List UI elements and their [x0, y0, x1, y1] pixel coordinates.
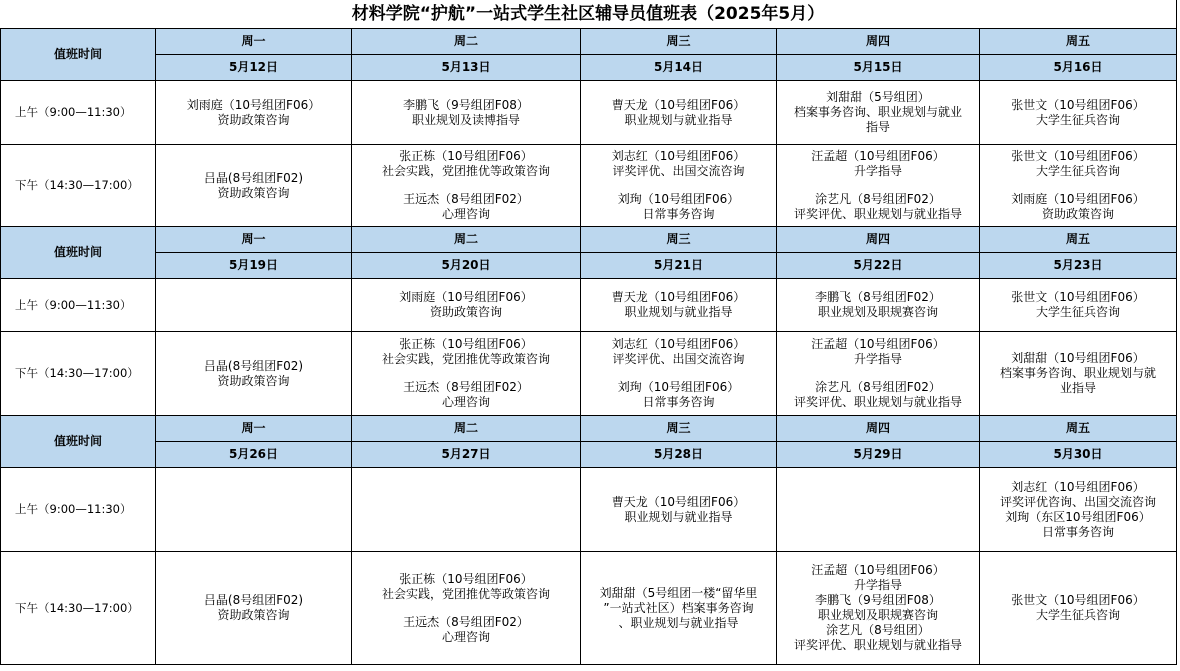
- duty-line: 王远杰（8号组团F02）: [403, 192, 529, 206]
- duty-line: 职业规划及职规赛咨询: [817, 305, 938, 319]
- duty-cell: [156, 552, 352, 665]
- duty-line: 刘志红（10号组团F06）: [611, 149, 746, 163]
- duty-line: 张正栋（10号组团F06）: [399, 337, 533, 351]
- line-gap: [354, 179, 578, 192]
- duty-line: 资助政策咨询: [1041, 207, 1114, 221]
- duty-line: 曹天龙（10号组团F06）: [611, 494, 746, 509]
- duty-schedule-table: [0, 28, 1177, 665]
- duty-line: 刘志红（10号组团F06）: [611, 337, 746, 351]
- duty-line: 档案事务咨询、职业规划与就业: [793, 105, 962, 119]
- duty-line: 张世文（10号组团F06）: [1011, 290, 1145, 304]
- duty-line: 曹天龙（10号组团F06）: [611, 97, 746, 112]
- duty-time-header: 值班时间: [1, 227, 156, 279]
- duty-line: 升学指导: [853, 578, 902, 592]
- slot-label-am: 上午（9:00—11:30）: [1, 468, 156, 552]
- duty-line: 刘志红（10号组团F06）: [1011, 479, 1145, 494]
- weekday-header: 周五: [980, 227, 1177, 253]
- slot-row-am: [1, 279, 1177, 332]
- duty-cell: [156, 145, 352, 227]
- date-header: 5月15日: [777, 55, 980, 81]
- duty-line: 心理咨询: [441, 629, 490, 644]
- duty-line: 升学指导: [853, 352, 902, 366]
- weekday-header: 周四: [777, 29, 980, 55]
- slot-label-pm: 下午（14:30—17:00）: [1, 552, 156, 665]
- duty-line: 大学生征兵咨询: [1035, 112, 1120, 127]
- duty-cell: [352, 468, 581, 552]
- duty-line: 刘雨庭（10号组团F06）: [186, 97, 321, 112]
- duty-line: 职业规划及职规赛咨询: [817, 608, 938, 622]
- duty-cell: [352, 279, 581, 332]
- duty-line: 指导: [865, 120, 890, 134]
- duty-line: 王远杰（8号组团F02）: [403, 380, 529, 394]
- duty-line: 王远杰（8号组团F02）: [403, 614, 529, 629]
- duty-cell: [980, 81, 1177, 145]
- line-gap: [583, 179, 774, 192]
- slot-label-am: 上午（9:00—11:30）: [1, 279, 156, 332]
- weekday-header: 周三: [581, 227, 777, 253]
- duty-cell: [980, 552, 1177, 665]
- duty-time-header: 值班时间: [1, 29, 156, 81]
- duty-line: 心理咨询: [441, 207, 490, 221]
- duty-line: 李鹏飞（9号组团F08）: [815, 593, 941, 607]
- duty-cell: [581, 279, 777, 332]
- weekday-header: 周四: [777, 227, 980, 253]
- duty-line: 李鹏飞（9号组团F08）: [403, 97, 529, 112]
- duty-cell: [581, 145, 777, 227]
- duty-cell: [581, 552, 777, 665]
- slot-row-am: [1, 81, 1177, 145]
- duty-line: 张世文（10号组团F06）: [1011, 97, 1145, 112]
- date-header-row: [1, 253, 1177, 279]
- duty-line: 档案事务咨询、职业规划与就: [999, 366, 1156, 380]
- duty-line: 资助政策咨询: [217, 112, 290, 127]
- weekday-header-row: [1, 29, 1177, 55]
- date-header: 5月12日: [156, 55, 352, 81]
- duty-line: 职业规划与就业指导: [624, 305, 733, 319]
- date-header-row: [1, 55, 1177, 81]
- duty-cell: [777, 468, 980, 552]
- slot-row-am: [1, 468, 1177, 552]
- weekday-header: 周一: [156, 227, 352, 253]
- page-title: 材料学院“护航”一站式学生社区辅导员值班表（2025年5月）: [0, 0, 1177, 28]
- duty-line: 汪孟超（10号组团F06）: [811, 149, 945, 163]
- line-gap: [779, 367, 977, 380]
- duty-line: 资助政策咨询: [217, 608, 290, 622]
- duty-line: 李鹏飞（8号组团F02）: [815, 290, 941, 304]
- duty-cell: [156, 468, 352, 552]
- duty-time-header: 值班时间: [1, 416, 156, 468]
- duty-line: 业指导: [1059, 381, 1096, 395]
- line-gap: [583, 367, 774, 380]
- date-header: 5月14日: [581, 55, 777, 81]
- duty-line: 职业规划与就业指导: [624, 509, 733, 524]
- date-header: 5月28日: [581, 442, 777, 468]
- duty-line: 涂艺凡（8号组团）: [826, 623, 930, 637]
- duty-line: 社会实践，党团推优等政策咨询: [381, 164, 550, 178]
- duty-cell: [156, 81, 352, 145]
- duty-cell: [980, 332, 1177, 416]
- slot-label-pm: 下午（14:30—17:00）: [1, 332, 156, 416]
- duty-cell: [980, 279, 1177, 332]
- date-header: 5月22日: [777, 253, 980, 279]
- weekday-header: 周二: [352, 227, 581, 253]
- duty-cell: [352, 552, 581, 665]
- date-header: 5月29日: [777, 442, 980, 468]
- duty-line: 刘珣（东区10号组团F06）: [1005, 509, 1151, 524]
- date-header-row: [1, 442, 1177, 468]
- duty-line: 涂艺凡（8号组团F02）: [815, 380, 941, 394]
- duty-cell: [352, 145, 581, 227]
- weekday-header: 周二: [352, 29, 581, 55]
- duty-line: 刘雨庭（10号组团F06）: [1011, 192, 1145, 206]
- weekday-header: 周五: [980, 29, 1177, 55]
- duty-line: 曹天龙（10号组团F06）: [611, 290, 746, 304]
- duty-line: 汪孟超（10号组团F06）: [811, 563, 945, 577]
- slot-row-pm: [1, 145, 1177, 227]
- duty-line: 汪孟超（10号组团F06）: [811, 337, 945, 351]
- weekday-header: 周二: [352, 416, 581, 442]
- line-gap: [982, 179, 1174, 192]
- duty-line: 涂艺凡（8号组团F02）: [815, 192, 941, 206]
- duty-line: 张世文（10号组团F06）: [1011, 149, 1145, 163]
- duty-line: 吕晶(8号组团F02): [203, 358, 304, 373]
- line-gap: [779, 179, 977, 192]
- duty-line: 评奖评优、出国交流咨询: [612, 164, 745, 178]
- duty-cell: [156, 332, 352, 416]
- duty-line: 大学生征兵咨询: [1035, 305, 1120, 319]
- weekday-header: 周三: [581, 29, 777, 55]
- date-header: 5月23日: [980, 253, 1177, 279]
- date-header: 5月27日: [352, 442, 581, 468]
- duty-line: 吕晶(8号组团F02): [203, 170, 304, 185]
- duty-line: 日常事务咨询: [642, 207, 715, 221]
- duty-line: 张正栋（10号组团F06）: [399, 149, 533, 163]
- slot-label-pm: 下午（14:30—17:00）: [1, 145, 156, 227]
- duty-line: 升学指导: [853, 164, 902, 178]
- duty-line: 评奖评优、职业规划与就业指导: [793, 638, 962, 652]
- duty-line: 职业规划及读博指导: [411, 112, 520, 127]
- date-header: 5月26日: [156, 442, 352, 468]
- duty-line: 大学生征兵咨询: [1035, 164, 1120, 178]
- duty-line: 刘珣（10号组团F06）: [617, 380, 740, 394]
- duty-line: 吕晶(8号组团F02): [203, 593, 304, 607]
- line-gap: [354, 602, 578, 615]
- duty-line: 评奖评优、职业规划与就业指导: [793, 395, 962, 409]
- duty-line: 资助政策咨询: [217, 185, 290, 200]
- duty-line: 资助政策咨询: [429, 305, 502, 319]
- duty-line: ”一站式社区）档案事务咨询: [603, 600, 754, 615]
- duty-cell: [980, 145, 1177, 227]
- duty-line: 刘甜甜（5号组团）: [826, 90, 930, 104]
- duty-cell: [352, 332, 581, 416]
- duty-line: 社会实践，党团推优等政策咨询: [381, 352, 550, 366]
- duty-cell: [777, 145, 980, 227]
- line-gap: [354, 367, 578, 380]
- duty-line: 职业规划与就业指导: [624, 112, 733, 127]
- duty-line: 评奖评优咨询、出国交流咨询: [999, 494, 1156, 509]
- weekday-header: 周三: [581, 416, 777, 442]
- slot-label-am: 上午（9:00—11:30）: [1, 81, 156, 145]
- slot-row-pm: [1, 552, 1177, 665]
- duty-line: 心理咨询: [441, 395, 490, 409]
- duty-line: 刘珣（10号组团F06）: [617, 192, 740, 206]
- date-header: 5月19日: [156, 253, 352, 279]
- duty-line: 刘甜甜（10号组团F06）: [1011, 351, 1145, 365]
- duty-line: 日常事务咨询: [642, 395, 715, 409]
- duty-cell: [777, 552, 980, 665]
- date-header: 5月21日: [581, 253, 777, 279]
- duty-cell: [581, 468, 777, 552]
- duty-cell: [156, 279, 352, 332]
- duty-cell: [777, 81, 980, 145]
- slot-row-pm: [1, 332, 1177, 416]
- date-header: 5月13日: [352, 55, 581, 81]
- weekday-header-row: [1, 416, 1177, 442]
- weekday-header: 周一: [156, 29, 352, 55]
- weekday-header-row: [1, 227, 1177, 253]
- date-header: 5月20日: [352, 253, 581, 279]
- duty-line: 刘甜甜（5号组团一楼“留华里: [599, 585, 758, 600]
- duty-line: 日常事务咨询: [1041, 524, 1114, 539]
- date-header: 5月16日: [980, 55, 1177, 81]
- duty-cell: [581, 332, 777, 416]
- weekday-header: 周一: [156, 416, 352, 442]
- weekday-header: 周四: [777, 416, 980, 442]
- duty-cell: [581, 81, 777, 145]
- duty-cell: [777, 279, 980, 332]
- duty-line: 大学生征兵咨询: [1035, 608, 1120, 622]
- duty-line: 评奖评优、出国交流咨询: [612, 352, 745, 366]
- duty-line: 刘雨庭（10号组团F06）: [399, 290, 533, 304]
- duty-line: 张世文（10号组团F06）: [1011, 593, 1145, 607]
- duty-line: 、职业规划与就业指导: [618, 615, 739, 630]
- weekday-header: 周五: [980, 416, 1177, 442]
- duty-cell: [777, 332, 980, 416]
- duty-line: 评奖评优、职业规划与就业指导: [793, 207, 962, 221]
- duty-cell: [352, 81, 581, 145]
- duty-line: 张正栋（10号组团F06）: [399, 571, 533, 586]
- date-header: 5月30日: [980, 442, 1177, 468]
- duty-cell: [980, 468, 1177, 552]
- duty-line: 资助政策咨询: [217, 373, 290, 388]
- duty-line: 社会实践，党团推优等政策咨询: [381, 586, 550, 601]
